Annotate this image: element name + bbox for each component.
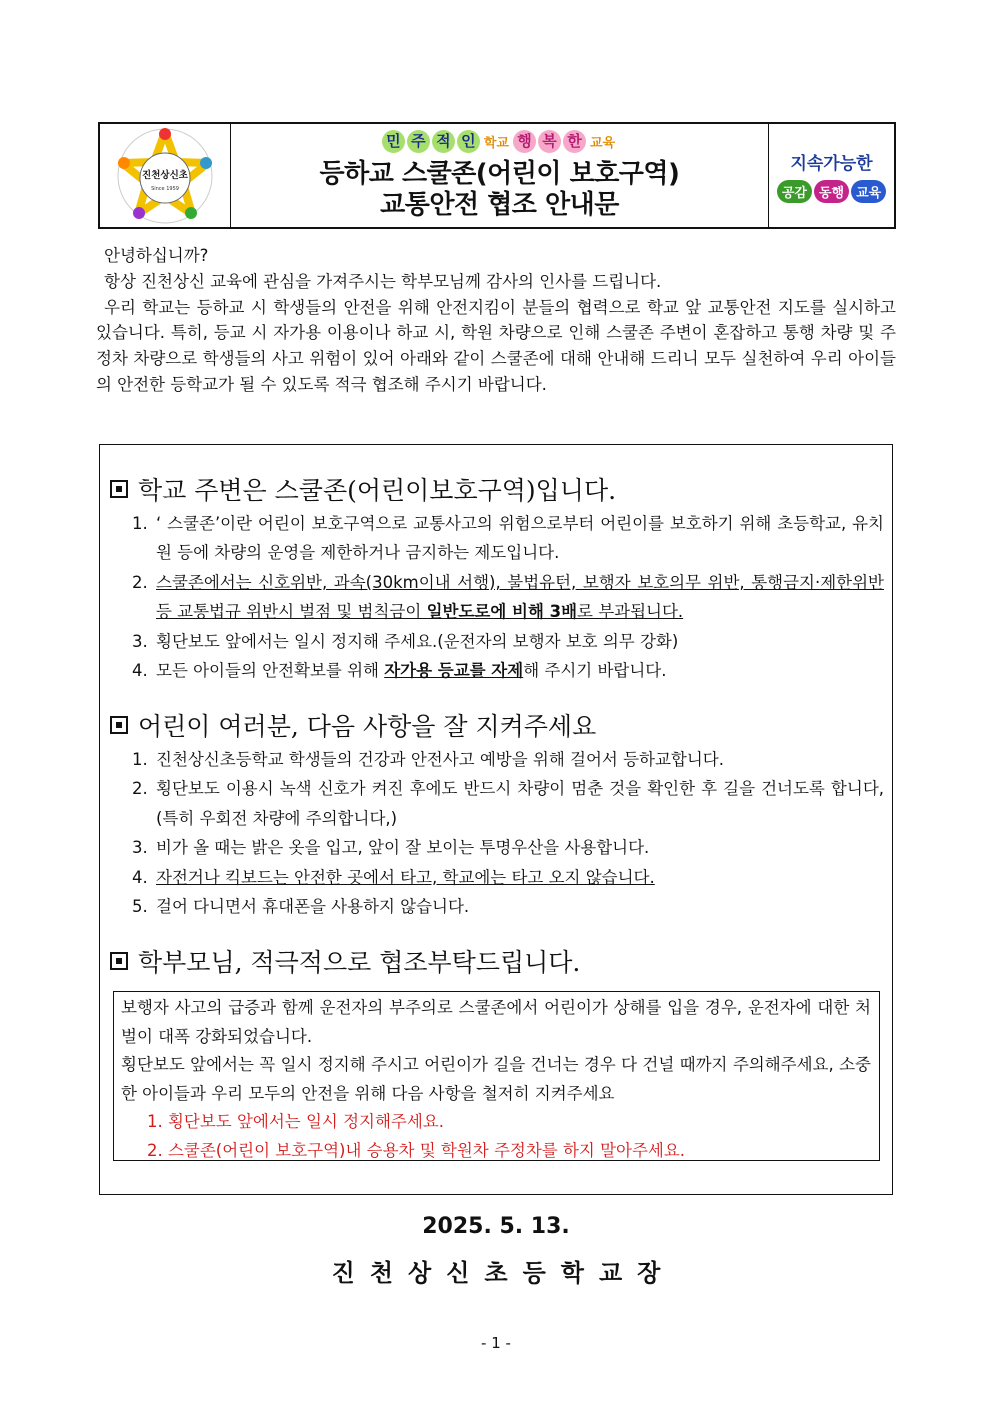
item-text: 자전거나 킥보드는 안전한 곳에서 타고, 학교에는 타고 오지 않습니다. [156,867,655,887]
intro-paragraph-2: 우리 학교는 등하교 시 학생들의 안전을 위해 안전지킴이 분들의 협력으로 학교 앞 교통안전 지도를 실시하고 있습니다. 특히, 등교 시 자가용 이용이나 하교 시, 학원 차량으로 인해 스쿨존 주변이 혼잡하고 통행 차량 및 주정차 차량으로 학생들의 사고 위험이 있어 아래와 같이 스쿨존에 대해 안내해 드리니 모두 실천하여 우리 아이들의 안전한 등학교가 될 수 있도록 적극 협조해 주시기 바랍니다. [96,297,896,394]
slogan-char: 복 [538,130,561,153]
item-number: 4. [132,867,148,887]
list-item [132,833,884,862]
item-text: 진천상신초등학교 학생들의 건강과 안전사고 예방을 위해 걸어서 등하교합니다. [156,750,724,769]
item-number: 3. [132,631,148,651]
item-number: 2. [132,779,148,799]
item-number: 1. [132,750,148,769]
item-text-part: 모든 아이들의 안전확보를 위해 [156,661,385,681]
list-item [132,745,884,774]
square-bullet-icon [110,952,128,970]
slogan [382,130,617,153]
square-bullet-icon [110,716,128,734]
item-text: ‘ 스쿨존’이란 어린이 보호구역으로 교통사고의 위험으로부터 어린이를 보호하기 위해 초등학교, 유치원 등에 차량의 운영을 제한하거나 금지하는 제도입니다. [156,514,884,563]
school-logo [115,126,215,226]
section-title: 학교 주변은 스쿨존(어린이보호구역)입니다. [138,476,617,505]
list-item [132,627,884,656]
slogan-char: 한 [563,130,586,153]
logo-since: Since 1959 [151,185,179,192]
section-heading [110,471,616,507]
parent-notice-box [113,991,880,1161]
slogan-char: 인 [457,130,480,153]
item-text: 걸어 다니면서 휴대폰을 사용하지 않습니다. [156,897,470,917]
motto-cell [768,124,894,227]
item-text-part: 해 주시기 바랍니다. [523,661,667,681]
section-2-list [132,745,884,921]
slogan-char: 주 [407,130,430,153]
school-logo-cell [100,124,231,227]
motto-top: 지속가능한 [790,153,873,174]
notice-paragraph-2: 횡단보도 앞에서는 꼭 일시 정지해 주시고 어린이가 길을 건너는 경우 다 건널 때까지 주의해주세요, 소중한 아이들과 우리 모두의 안전을 위해 다음 사항을 철저히 지켜주세요 [121,1055,871,1103]
item-number: 4. [132,661,148,681]
item-text-part: 로 부과됩니다. [577,602,684,622]
logo-text: 진천상신초 [142,169,188,181]
notice-paragraph-1: 보행자 사고의 급증과 함께 운전자의 부주의로 스쿨존에서 어린이가 상해를 입을 경우, 운전자에 대한 처벌이 대폭 강화되었습니다. [121,998,871,1046]
greeting: 안녕하십니까? [104,246,209,265]
slogan-word: 교육 [590,136,616,151]
item-text-bold: 일반도로에 비해 3배 [426,602,578,622]
list-item [132,568,884,627]
section-heading [110,943,580,979]
title-line-1: 등하교 스쿨존(어린이 보호구역) [319,159,680,189]
slogan-char: 민 [382,130,405,153]
section-heading [110,707,596,743]
intro [96,243,896,398]
list-item [132,774,884,833]
item-number: 5. [132,897,148,917]
list-item [132,509,884,568]
motto-badge: 공감 [777,180,812,203]
item-text: 횡단보도 앞에서는 일시 정지해 주세요.(운전자의 보행자 보호 의무 강화) [156,631,679,651]
notice-red-item-2: 2. 스쿨존(어린이 보호구역)내 승용차 및 학원차 주정차를 하지 말아주세요. [147,1140,686,1160]
square-bullet-icon [110,480,128,498]
item-number: 2. [132,572,148,592]
item-text-part: 스쿨존에서는 신호위반, 과속(30km이내 서행), 불법유턴, 보행자 보호의무 위반, 통행금지·제한위반 등 교통법규 위반시 벌점 및 범칙금이 [156,572,884,622]
title-line-2: 교통안전 협조 안내문 [380,190,619,220]
header-box [98,122,896,229]
document-date: 2025. 5. 13. [422,1214,570,1239]
item-text [156,656,884,685]
list-item [132,892,884,921]
title-cell [231,124,768,227]
content-box [99,444,893,1195]
notice-red-item-1: 1. 횡단보도 앞에서는 일시 정지해주세요. [147,1112,444,1131]
motto-badges [777,180,886,203]
motto-badge: 교육 [851,180,886,203]
page-number: - 1 - [481,1334,511,1352]
item-text: 비가 올 때는 밝은 옷을 입고, 앞이 잘 보이는 투명우산을 사용합니다. [156,838,650,858]
item-number: 3. [132,838,148,858]
section-title: 학부모님, 적극적으로 협조부탁드립니다. [138,948,581,977]
item-text [156,568,884,627]
intro-paragraph-1: 항상 진천상신 교육에 관심을 가져주시는 학부모님께 감사의 인사를 드립니다. [104,271,662,291]
section-title: 어린이 여러분, 다음 사항을 잘 지켜주세요 [138,712,597,741]
section-1-list [132,509,884,685]
list-item [132,863,884,892]
motto-badge: 동행 [814,180,849,203]
slogan-char: 행 [513,130,536,153]
slogan-word: 학교 [483,136,509,151]
signature: 진천상신초등학교장 [331,1259,676,1287]
item-text: 횡단보도 이용시 녹색 신호가 켜진 후에도 반드시 차량이 멈춘 것을 확인한 후 길을 건너도록 합니다, (특히 우회전 차량에 주의합니다,) [156,779,884,828]
slogan-char: 적 [432,130,455,153]
item-number: 1. [132,514,148,533]
item-text-bold: 자가용 등교를 자제 [384,661,524,681]
list-item [132,656,884,685]
